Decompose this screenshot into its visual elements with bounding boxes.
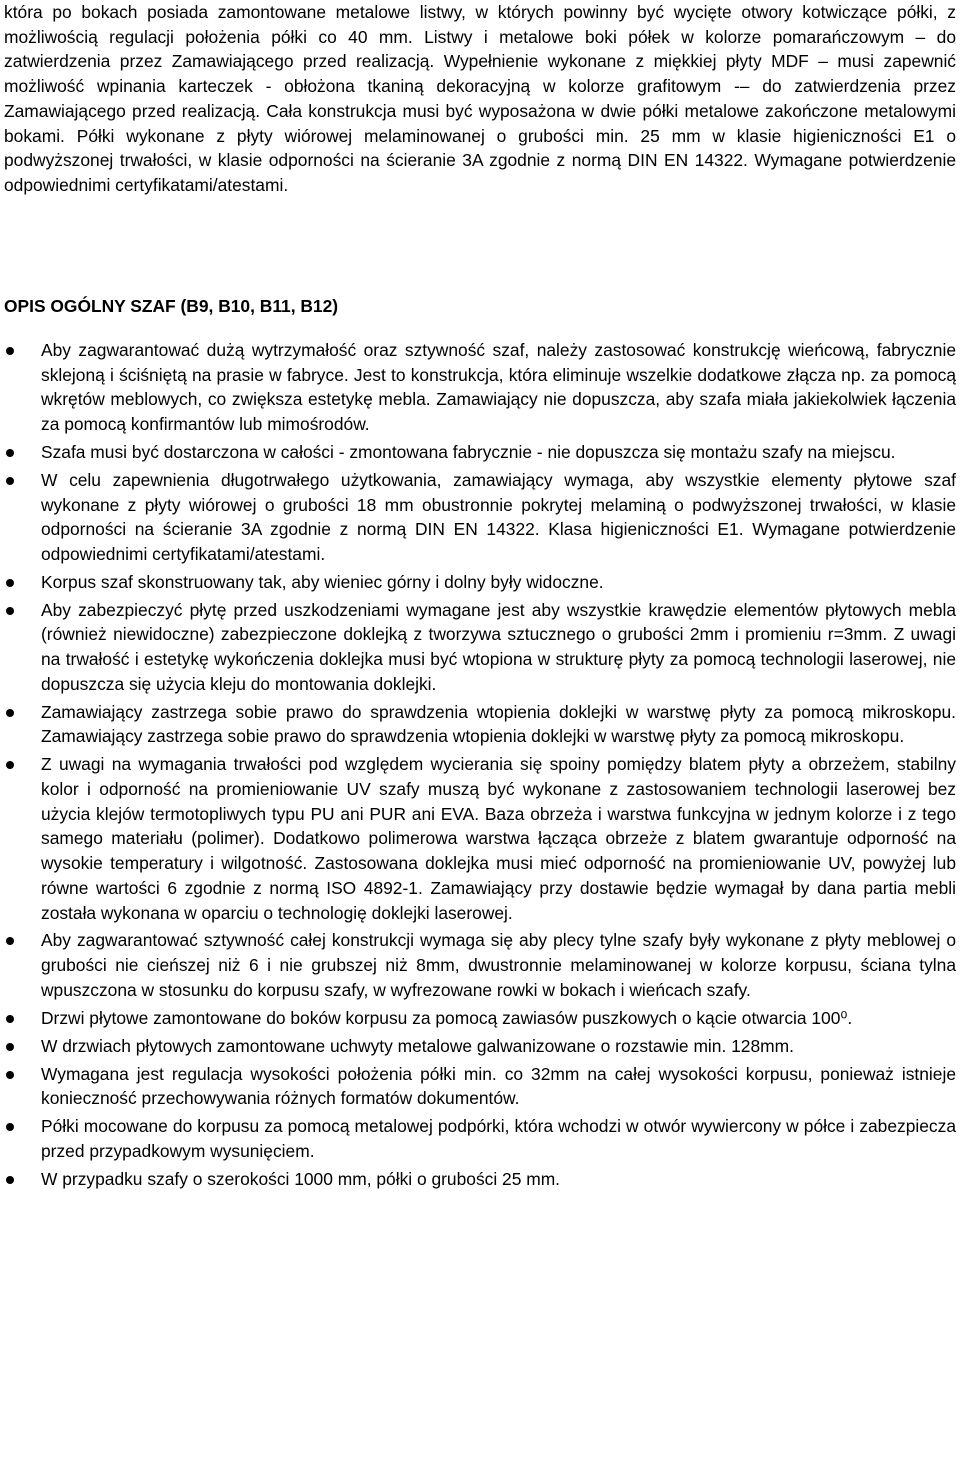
bullet-icon — [6, 607, 14, 615]
list-item — [0, 1034, 956, 1059]
list-item — [0, 700, 956, 749]
list-item-text: Półki mocowane do korpusu za pomocą metalowej podpórki, która wchodzi w otwór wywiercony w półce i zabezpiecza przed przypadkowym wysunięciem. — [41, 1116, 956, 1161]
bullet-icon — [6, 761, 14, 769]
list-item-text: Z uwagi na wymagania trwałości pod względem wycierania się spoiny pomiędzy blatem płyty a obrzeżem, stabilny kolor i odporność na promieniowanie UV szafy muszą być wykonane z zastosowaniem technologii laserowej bez użycia klejów termotopliwych typu PU ani PUR ani EVA. Baza obrzeża i warstwa funkcyjna w jednym kolorze i z tego samego materiału (polimer). Dodatkowo polimerowa warstwa łącząca obrzeże z blatem gwarantuje odporność na wysokie temperatury i wilgotność. Zastosowana doklejka musi mieć odporność na promieniowanie UV, powyżej lub równe wartości 6 zgodnie z normą ISO 4892-1. Zamawiający przy dostawie będzie wymagał by dana partia mebli została wykonana w oparciu o technologię doklejki laserowej. — [41, 754, 956, 923]
bullet-icon — [6, 937, 14, 945]
list-item — [0, 1167, 956, 1192]
list-item-text: Korpus szaf skonstruowany tak, aby wieniec górny i dolny były widoczne. — [41, 571, 604, 592]
bullet-icon — [6, 347, 14, 355]
list-item-text: Zamawiający zastrzega sobie prawo do sprawdzenia wtopienia doklejki w warstwę płyty za pomocą mikroskopu. Zamawiający zastrzega sobie prawo do sprawdzenia wtopienia doklejki w warstwę płyty za pomocą mikroskopu. — [41, 701, 956, 747]
list-item — [0, 570, 956, 595]
bullet-icon — [6, 1043, 14, 1051]
list-item-text: Drzwi płytowe zamontowane do boków korpusu za pomocą zawiasów puszkowych o kącie otwarcia 100⁰. — [41, 1007, 853, 1028]
list-item-text: W celu zapewnienia długotrwałego użytkowania, zamawiający wymaga, aby wszystkie elementy płytowe szaf wykonane z płyty wiórowej o grubości 18 mm obustronnie pokrytej melaminą o podwyższonej trwałości, w klasie odporności na ścieranie 3A zgodnie z normą DIN EN 14322. Klasa higieniczności E1. Wymagane potwierdzenie odpowiednimi certyfikatami/atestami. — [41, 469, 956, 564]
list-item-text: Szafa musi być dostarczona w całości - zmontowana fabrycznie - nie dopuszcza się montażu szafy na miejscu. — [41, 442, 896, 462]
list-item — [0, 1006, 956, 1031]
intro-paragraph: która po bokach posiada zamontowane metalowe listwy, w których powinny być wycięte otwory kotwiczące półki, z możliwością regulacji położenia półki co 40 mm. Listwy i metalowe boki półek w kolorze pomarańczowym – do zatwierdzenia przez Zamawiającego przed realizacją. Wypełnienie wykonane z miękkiej płyty MDF – musi zapewnić możliwość wpinania karteczek - obłożona tkaniną dekoracyjną w kolorze grafitowym -– do zatwierdzenia przez Zamawiającego przed realizacją. Cała konstrukcja musi być wyposażona w dwie półki metalowe zakończone metalowymi bokami. Półki wykonane z płyty wiórowej melaminowanej o grubości min. 25 mm w klasie higieniczności E1 o podwyższonej trwałości, w klasie odporności na ścieranie 3A zgodnie z normą DIN EN 14322. Wymagane potwierdzenie odpowiednimi certyfikatami/atestami. — [4, 2, 956, 195]
bullet-icon — [6, 1071, 14, 1079]
bullet-icon — [6, 449, 14, 457]
list-item-text: Aby zagwarantować dużą wytrzymałość oraz sztywność szaf, należy zastosować konstrukcję wieńcową, fabrycznie sklejoną i ściśniętą na prasie w fabryce. Jest to konstrukcja, która eliminuje wszelkie dodatkowe złącza np. za pomocą wkrętów meblowych, co zwiększa estetykę mebla. Zamawiający nie dopuszcza, aby szafa miała jakiekolwiek łączenia za pomocą konfirmantów lub mimośrodów. — [41, 340, 956, 435]
section-heading: OPIS OGÓLNY SZAF (B9, B10, B11, B12) — [4, 296, 339, 316]
list-item-text: Aby zagwarantować sztywność całej konstrukcji wymaga się aby plecy tylne szafy były wykonane z płyty meblowej o grubości nie cieńszej niż 6 i nie grubszej niż 8mm, dwustronnie melaminowanej w kolorze korpusu, ściana tylna wpuszczona w stosunku do korpusu szafy, w wyfrezowane rowki w bokach i wieńcach szafy. — [41, 930, 956, 1000]
list-item — [0, 468, 956, 567]
bullet-icon — [6, 1123, 14, 1131]
list-item-text: Aby zabezpieczyć płytę przed uszkodzeniami wymagane jest aby wszystkie krawędzie elementów płytowych mebla (również niewidoczne) zabezpieczone doklejką z tworzywa sztucznego o grubości 2mm i promieniu r=3mm. Z uwagi na trwałość i estetykę wykończenia doklejka musi być wtopiona w strukturę płyty za pomocą technologii laserowej, nie dopuszcza się użycia kleju do montowania doklejki. — [41, 599, 956, 694]
list-item — [0, 338, 956, 437]
list-item-text: W przypadku szafy o szerokości 1000 mm, półki o grubości 25 mm. — [41, 1168, 561, 1189]
list-item — [0, 1114, 956, 1163]
bullet-icon — [6, 1176, 14, 1184]
list-item — [0, 598, 956, 697]
list-item — [0, 752, 956, 925]
list-item — [0, 440, 956, 465]
bullet-icon — [6, 579, 14, 587]
list-item-text: Wymagana jest regulacja wysokości położenia półki min. co 32mm na całej wysokości korpusu, ponieważ istnieje konieczność przechowywania różnych formatów dokumentów. — [41, 1063, 956, 1109]
list-item — [0, 1062, 956, 1111]
bullet-icon — [6, 477, 14, 485]
list-item — [0, 928, 956, 1002]
list-item-text: W drzwiach płytowych zamontowane uchwyty metalowe galwanizowane o rozstawie min. 128mm. — [41, 1035, 794, 1056]
bullet-icon — [6, 709, 14, 717]
requirements-list — [0, 338, 960, 1195]
bullet-icon — [6, 1015, 14, 1023]
